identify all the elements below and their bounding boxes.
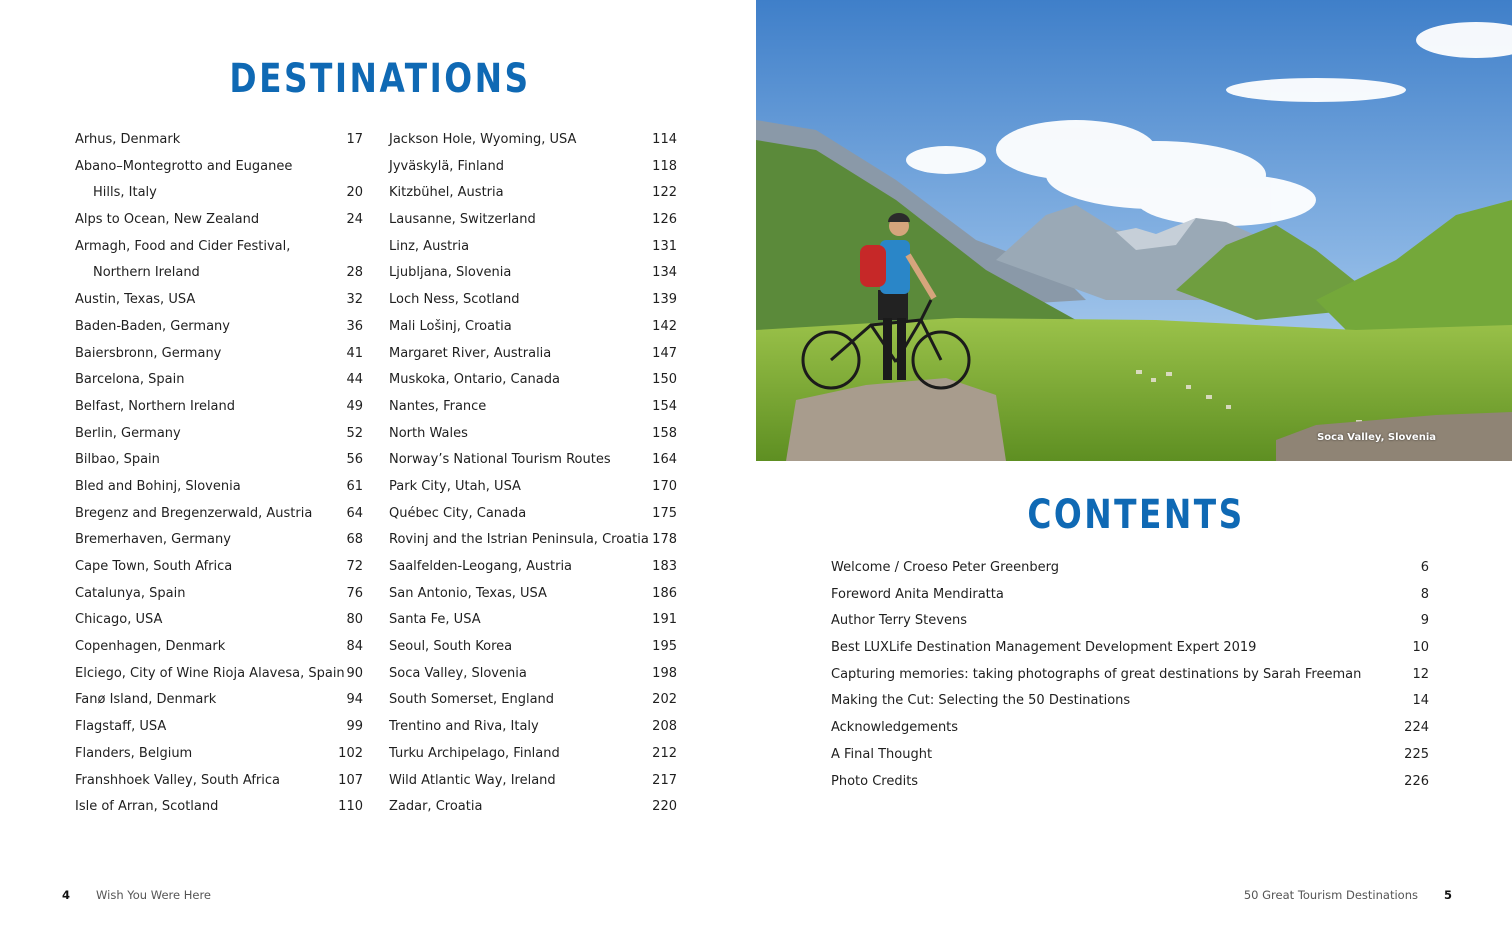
toc-entry (389, 447, 677, 474)
toc-entry-title: Welcome / Croeso Peter Greenberg (831, 560, 1059, 575)
toc-entry (389, 687, 677, 714)
toc-entry-title: Zadar, Croatia (389, 799, 483, 815)
toc-entry-page: 217 (652, 772, 677, 788)
toc-entry-page: 198 (652, 665, 677, 681)
toc-entry-title: Wild Atlantic Way, Ireland (389, 772, 556, 788)
toc-entry-title: Mali Lošinj, Croatia (389, 318, 512, 334)
toc-entry-title: Cape Town, South Africa (75, 559, 233, 574)
right-page-number: 5 (1443, 888, 1452, 902)
toc-entry (831, 555, 1429, 582)
toc-entry (75, 447, 363, 474)
toc-entry-title: Rovinj and the Istrian Peninsula, Croatia (389, 532, 649, 548)
toc-entry-page: 126 (652, 212, 677, 228)
toc-entry-title: Flagstaff, USA (75, 719, 167, 735)
toc-entry-page: 178 (652, 532, 677, 548)
toc-entry-title: Chicago, USA (75, 612, 163, 628)
toc-entry-page: 9 (1420, 613, 1429, 629)
toc-entry (75, 554, 363, 581)
toc-entry (75, 527, 363, 554)
toc-entry-title: Loch Ness, Scotland (389, 292, 520, 308)
toc-entry (831, 715, 1429, 742)
footer-right (1244, 888, 1452, 902)
toc-entry-page: 175 (652, 505, 677, 521)
toc-entry-title: Franshhoek Valley, South Africa (75, 772, 280, 788)
toc-entry (75, 421, 363, 448)
toc-entry-title: Barcelona, Spain (75, 372, 185, 388)
toc-entry-page: 99 (346, 719, 363, 735)
photo-caption: Soca Valley, Slovenia (1317, 432, 1436, 443)
toc-entry-title: Muskoka, Ontario, Canada (389, 372, 560, 388)
toc-entry-title: Norway’s National Tourism Routes (389, 452, 611, 468)
toc-entry-title: Baden-Baden, Germany (75, 318, 230, 334)
toc-entry-page: 158 (652, 425, 677, 441)
toc-entry-title: Québec City, Canada (389, 505, 527, 521)
toc-entry (389, 287, 677, 314)
toc-entry (75, 714, 363, 741)
toc-entry-page: 131 (652, 238, 677, 254)
toc-entry-page: 61 (346, 478, 363, 494)
toc-entry (389, 581, 677, 608)
toc-entry-title: Elciego, City of Wine Rioja Alavesa, Spain (75, 665, 345, 681)
toc-entry-page: 6 (1420, 560, 1429, 575)
toc-entry-title: Lausanne, Switzerland (389, 212, 536, 228)
toc-entry-page: 142 (652, 318, 677, 334)
toc-entry-page: 154 (652, 398, 677, 414)
toc-entry-title: Trentino and Riva, Italy (389, 719, 539, 735)
toc-entry-page: 20 (346, 185, 363, 201)
toc-entry-page: 225 (1404, 746, 1429, 762)
toc-entry-page: 17 (346, 132, 363, 147)
toc-entry-title: South Somerset, England (389, 692, 555, 708)
toc-entry (389, 127, 677, 154)
toc-entry-title: Flanders, Belgium (75, 745, 193, 761)
toc-entry-title: A Final Thought (831, 746, 933, 762)
toc-entry-page: 94 (346, 692, 363, 708)
toc-entry-title: Austin, Texas, USA (75, 292, 196, 308)
toc-entry-page: 64 (346, 505, 363, 521)
toc-entry-title: Linz, Austria (389, 238, 470, 254)
toc-entry-title: Northern Ireland (93, 265, 200, 281)
toc-entry-page: 36 (346, 318, 363, 334)
toc-entry (389, 260, 677, 287)
toc-entry-title: Park City, Utah, USA (389, 478, 521, 494)
toc-entry-title: Saalfelden-Leogang, Austria (389, 559, 573, 574)
toc-entry-page: 52 (346, 425, 363, 441)
toc-entry (75, 581, 363, 608)
toc-entry-title: Nantes, France (389, 398, 487, 414)
left-running-title: Wish You Were Here (96, 888, 211, 902)
toc-entry-page: 226 (1404, 773, 1429, 789)
toc-entry (831, 769, 1429, 796)
toc-entry-title: San Antonio, Texas, USA (389, 585, 547, 601)
destinations-heading: DESTINATIONS (229, 56, 531, 102)
toc-entry-title: Author Terry Stevens (831, 613, 967, 629)
toc-entry (389, 180, 677, 207)
toc-entry-title: Acknowledgements (831, 720, 959, 736)
toc-entry (389, 394, 677, 421)
toc-entry-title: Best LUXLife Destination Management Development Expert 2019 (831, 640, 1257, 656)
toc-entry-page: 186 (652, 585, 677, 601)
toc-entry (75, 154, 363, 181)
toc-entry-page: 110 (338, 799, 363, 815)
toc-entry (75, 794, 363, 821)
toc-entry-title: Belfast, Northern Ireland (75, 398, 236, 414)
toc-entry-title: Foreword Anita Mendiratta (831, 586, 1004, 602)
toc-entry-title: Margaret River, Australia (389, 345, 552, 361)
toc-entry-page: 44 (346, 372, 363, 388)
mountain-bike-landscape-illustration (756, 0, 1512, 461)
toc-entry-title: Berlin, Germany (75, 425, 181, 441)
toc-entry (75, 474, 363, 501)
toc-entry-page: 84 (346, 639, 363, 655)
landscape-photo (756, 0, 1512, 461)
toc-entry (75, 687, 363, 714)
toc-entry-page: 10 (1412, 640, 1429, 656)
toc-entry-title: Capturing memories: taking photographs of great destinations by Sarah Freeman (831, 666, 1362, 682)
toc-entry-title: Alps to Ocean, New Zealand (75, 212, 260, 228)
toc-entry (831, 635, 1429, 662)
toc-entry-title: Arhus, Denmark (75, 132, 181, 147)
toc-entry-title: Turku Archipelago, Finland (389, 745, 560, 761)
toc-entry (831, 608, 1429, 635)
toc-entry-page: 183 (652, 559, 677, 574)
toc-entry-title: Bremerhaven, Germany (75, 532, 231, 548)
toc-entry (389, 634, 677, 661)
toc-entry (75, 127, 363, 154)
toc-entry (389, 794, 677, 821)
toc-entry (75, 287, 363, 314)
toc-entry-page: 80 (346, 612, 363, 628)
toc-entry-page: 107 (338, 772, 363, 788)
toc-entry (389, 501, 677, 528)
toc-entry-title: Bregenz and Bregenzerwald, Austria (75, 505, 313, 521)
destinations-column-1 (75, 127, 363, 821)
toc-entry-page: 28 (346, 265, 363, 281)
toc-entry-page: 68 (346, 532, 363, 548)
toc-entry (75, 234, 363, 261)
toc-entry (75, 768, 363, 795)
toc-entry-page: 134 (652, 265, 677, 281)
right-running-title: 50 Great Tourism Destinations (1243, 888, 1418, 902)
toc-entry (75, 607, 363, 634)
toc-entry-page: 202 (652, 692, 677, 708)
toc-entry (389, 341, 677, 368)
toc-entry-title: Making the Cut: Selecting the 50 Destinations (831, 693, 1131, 709)
toc-entry-title: Jackson Hole, Wyoming, USA (389, 132, 577, 147)
toc-entry-page: 139 (652, 292, 677, 308)
toc-entry-title: Ljubljana, Slovenia (389, 265, 512, 281)
toc-entry (389, 474, 677, 501)
toc-entry-page: 49 (346, 398, 363, 414)
toc-entry-page: 32 (346, 292, 363, 308)
toc-entry (389, 154, 677, 181)
contents-heading: CONTENTS (1027, 492, 1245, 538)
toc-entry (831, 582, 1429, 609)
toc-entry (389, 207, 677, 234)
toc-entry-title: Armagh, Food and Cider Festival, (75, 238, 291, 254)
toc-entry-page: 14 (1412, 693, 1429, 709)
left-page-number: 4 (62, 888, 71, 902)
toc-entry-page: 208 (652, 719, 677, 735)
toc-entry (389, 554, 677, 581)
toc-entry-title: Isle of Arran, Scotland (75, 799, 219, 815)
toc-entry-page: 122 (652, 185, 677, 201)
toc-entry (75, 661, 363, 688)
toc-entry-page: 102 (338, 745, 363, 761)
toc-entry-page: 41 (346, 345, 363, 361)
toc-entry (75, 501, 363, 528)
toc-entry (75, 207, 363, 234)
toc-entry-page: 195 (652, 639, 677, 655)
toc-entry-title: Abano–Montegrotto and Euganee (75, 158, 293, 174)
toc-entry-title: Kitzbühel, Austria (389, 185, 504, 201)
toc-entry-page: 24 (346, 212, 363, 228)
toc-entry (389, 367, 677, 394)
toc-entry-page: 118 (652, 158, 677, 174)
toc-entry (75, 634, 363, 661)
toc-entry-title: Hills, Italy (93, 185, 157, 201)
toc-entry (75, 260, 363, 287)
destinations-column-2 (389, 127, 677, 821)
toc-entry-page: 191 (652, 612, 677, 628)
right-page (756, 0, 1512, 945)
contents-list (831, 555, 1429, 795)
toc-entry (75, 314, 363, 341)
toc-entry-page: 220 (652, 799, 677, 815)
toc-entry (831, 662, 1429, 689)
toc-entry-title: Seoul, South Korea (389, 639, 513, 655)
toc-entry-page: 8 (1420, 586, 1429, 602)
toc-entry-page: 56 (346, 452, 363, 468)
toc-entry (75, 741, 363, 768)
toc-entry (75, 180, 363, 207)
toc-entry-title: Bilbao, Spain (75, 452, 160, 468)
toc-entry-page: 90 (346, 665, 363, 681)
toc-entry-page: 170 (652, 478, 677, 494)
toc-entry-title: Fanø Island, Denmark (75, 692, 217, 708)
footer-left (62, 888, 211, 902)
toc-entry-title: Catalunya, Spain (75, 585, 186, 601)
toc-entry (831, 688, 1429, 715)
toc-entry-page: 76 (346, 585, 363, 601)
toc-entry (389, 768, 677, 795)
toc-entry (389, 741, 677, 768)
toc-entry-page: 12 (1412, 666, 1429, 682)
toc-entry (389, 714, 677, 741)
toc-entry (389, 234, 677, 261)
toc-entry-title: Soca Valley, Slovenia (389, 665, 527, 681)
toc-entry-page: 72 (346, 559, 363, 574)
toc-entry-title: Bled and Bohinj, Slovenia (75, 478, 241, 494)
toc-entry-title: Copenhagen, Denmark (75, 639, 226, 655)
toc-entry-page: 164 (652, 452, 677, 468)
toc-entry-title: Jyväskylä, Finland (389, 158, 505, 174)
toc-entry (389, 661, 677, 688)
toc-entry (389, 607, 677, 634)
toc-entry (831, 742, 1429, 769)
toc-entry-title: North Wales (389, 425, 468, 441)
toc-entry-title: Photo Credits (831, 773, 919, 789)
toc-entry-page: 150 (652, 372, 677, 388)
toc-entry-page: 212 (652, 745, 677, 761)
toc-entry-page: 114 (652, 132, 677, 147)
toc-entry-page: 224 (1404, 720, 1429, 736)
toc-entry (389, 421, 677, 448)
toc-entry (75, 341, 363, 368)
toc-entry-page: 147 (652, 345, 677, 361)
toc-entry (389, 314, 677, 341)
toc-entry (75, 367, 363, 394)
toc-entry-title: Baiersbronn, Germany (75, 345, 222, 361)
toc-entry (75, 394, 363, 421)
toc-entry (389, 527, 677, 554)
toc-entry-title: Santa Fe, USA (389, 612, 481, 628)
